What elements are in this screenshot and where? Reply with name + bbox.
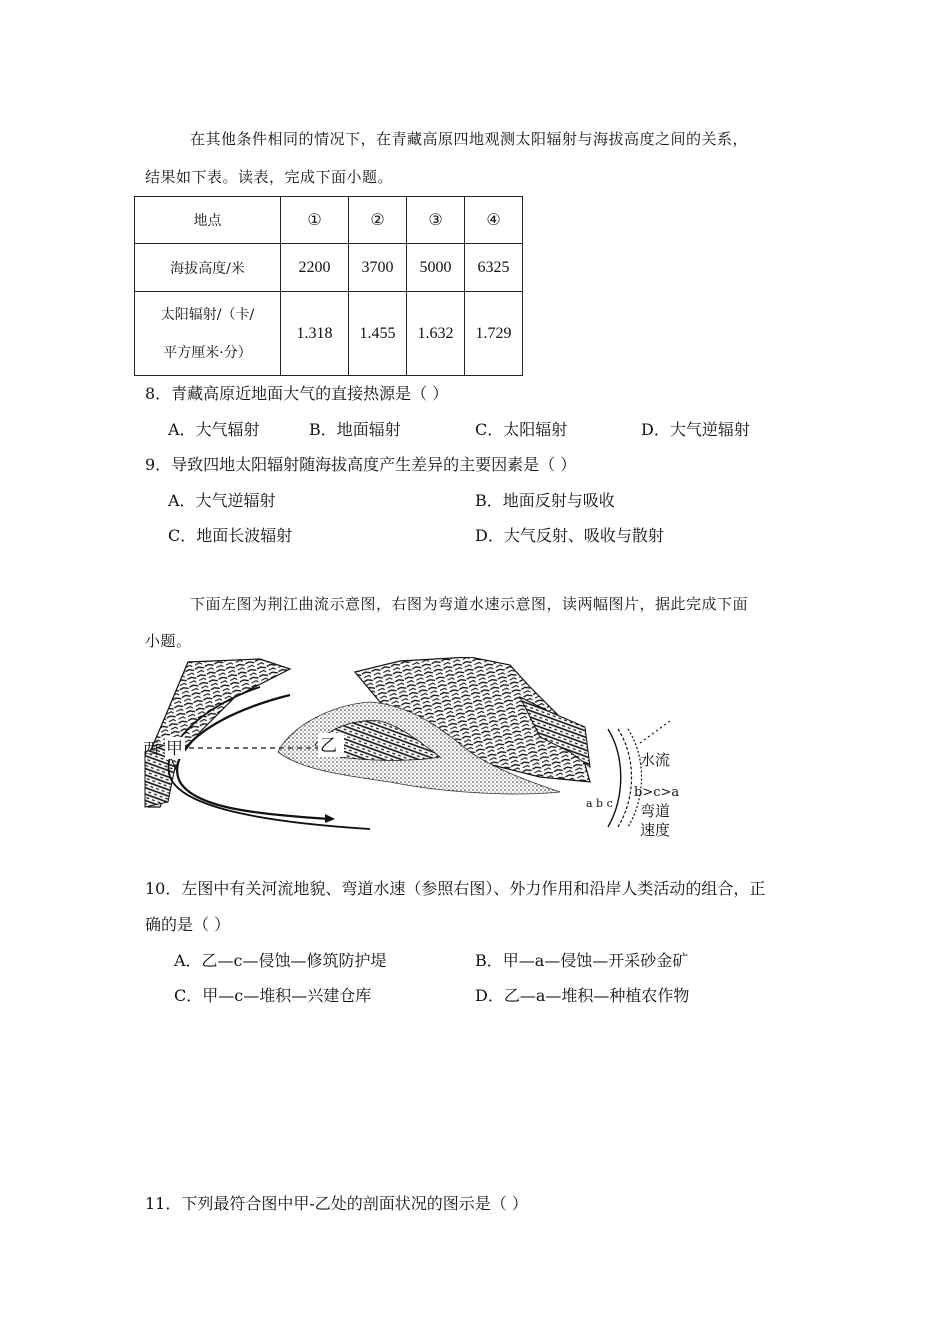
table-cell: 1.455 [349, 292, 407, 376]
question-8-option-b[interactable]: B．地面辐射 [309, 420, 401, 439]
question-10-option-b[interactable]: B．甲—a—侵蚀—开采砂金矿 [475, 951, 689, 970]
meander-figure [140, 657, 700, 842]
table-cell: 5000 [407, 244, 465, 292]
question-9-option-d[interactable]: D．大气反射、吸收与散射 [475, 526, 664, 545]
question-11-stem: 11．下列最符合图中甲-乙处的剖面状况的图示是（ ） [145, 1194, 528, 1213]
table-cell: 2200 [281, 244, 349, 292]
table-row [135, 292, 523, 376]
table-row [135, 244, 523, 292]
intro1-line2: 结果如下表。读表，完成下面小题。 [145, 168, 394, 186]
table-row-label: 海拔高度/米 [135, 244, 281, 292]
table-header-cell: ③ [407, 197, 465, 244]
intro2-line2: 小题。 [145, 632, 192, 650]
table-header-cell: ④ [465, 197, 523, 244]
question-9-option-b[interactable]: B．地面反射与吸收 [475, 491, 615, 510]
table-cell: 3700 [349, 244, 407, 292]
label-jia: 甲 [166, 739, 183, 759]
question-9-option-c[interactable]: C．地面长波辐射 [168, 526, 293, 545]
table-header-cell: ② [349, 197, 407, 244]
table-header-cell: ① [281, 197, 349, 244]
question-10-option-d[interactable]: D．乙—a—堆积—种植农作物 [475, 986, 690, 1005]
table-cell: 1.729 [465, 292, 523, 376]
bend-line-b [618, 729, 632, 827]
table-row-label-line1: 太阳辐射/（卡/ [160, 306, 255, 323]
table-cell: 6325 [465, 244, 523, 292]
table-header-row [135, 197, 523, 244]
intro2-line1: 下面左图为荆江曲流示意图，右图为弯道水速示意图，读两幅图片，据此完成下面 [190, 595, 749, 613]
label-bend: 弯道 [640, 802, 671, 820]
table-row-label [135, 292, 281, 376]
table-header-cell: 地点 [135, 197, 281, 244]
label-water-flow: 水流 [640, 751, 671, 769]
question-10-option-a[interactable]: A．乙—c—侵蚀—修筑防护堤 [174, 951, 387, 970]
intro1-line1: 在其他条件相同的情况下，在青藏高原四地观测太阳辐射与海拔高度之间的关系， [190, 130, 749, 148]
flow-indicator [640, 721, 670, 743]
question-10-stem-line1: 10．左图中有关河流地貌、弯道水速（参照右图）、外力作用和沿岸人类活动的组合，正 [145, 879, 766, 898]
question-8-option-a[interactable]: A．大气辐射 [168, 420, 260, 439]
table-row-label-line2: 平方厘米·分） [163, 344, 252, 361]
label-speed: 速度 [640, 821, 671, 839]
question-9-stem: 9．导致四地太阳辐射随海拔高度产生差异的主要因素是（ ） [145, 455, 577, 474]
label-abc: a b c [586, 797, 613, 810]
question-8-option-d[interactable]: D．大气逆辐射 [641, 420, 750, 439]
label-yi: 乙 [320, 736, 337, 756]
table-cell: 1.632 [407, 292, 465, 376]
question-10-option-c[interactable]: C．甲—c—堆积—兴建仓库 [174, 986, 372, 1005]
question-8-stem: 8．青藏高原近地面大气的直接热源是（ ） [145, 384, 449, 403]
question-9-option-a[interactable]: A．大气逆辐射 [168, 491, 276, 510]
question-10-stem-line2: 确的是（ ） [145, 915, 231, 934]
table-cell: 1.318 [281, 292, 349, 376]
bend-line-a [608, 729, 621, 827]
label-speed-relation: b>c>a [634, 785, 680, 800]
question-8-option-c[interactable]: C．太阳辐射 [475, 420, 568, 439]
flow-arrowhead [325, 814, 335, 823]
altitude-radiation-table [134, 196, 523, 376]
label-left-char: 西 [143, 739, 160, 758]
